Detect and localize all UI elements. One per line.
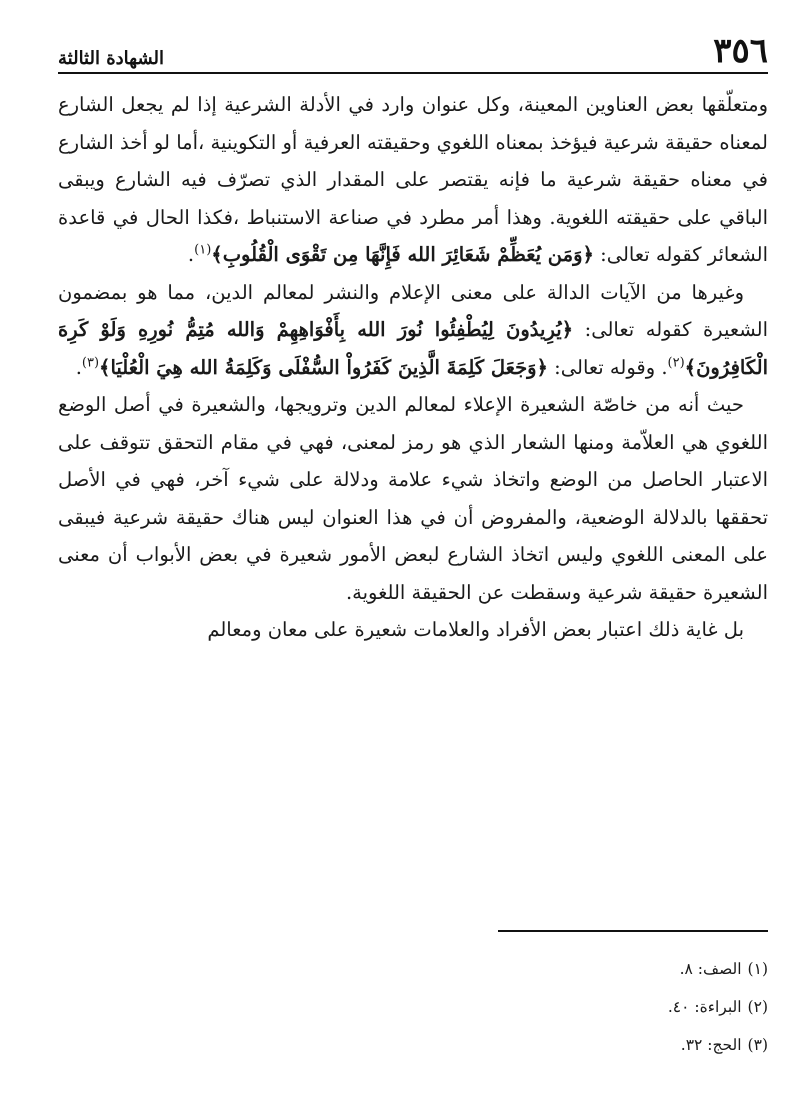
book-page xyxy=(58,22,768,1082)
running-title: الشهادة الثالثة xyxy=(58,48,165,69)
paragraph xyxy=(58,386,768,611)
footnote-text: الصف: ٨. xyxy=(679,960,742,978)
paragraph-text: ومتعلّقها بعض العناوين المعينة، وكل عنوان وارد في الأدلة الشرعية إذا لم يجعل الشارع لمعناه حقيقة شرعية فيؤخذ بمعناه اللغوي وحقيقته العرفية أو التكوينية ،أما لو أخذ الشارع في معناه حقيقة شرعية ما فإنه يقتصر على المقدار الذي تصرّف فيه الشارع ويبقى الباقي على حقيقته اللغوية. وهذا أمر مطرد في صناعة الاستنباط ،فكذا الحال في قاعدة الشعائر كقوله تعالى: xyxy=(58,93,768,266)
quran-verse: ﴿يُرِيدُونَ لِيُطْفِئُوا نُورَ الله بِأَفْوَاهِهِمْ وَالله مُتِمُّ نُورِهِ وَلَوْ كَرِهَ الْكَافِرُونَ﴾ xyxy=(58,318,768,379)
paragraph-text: حيث أنه من خاصّة الشعيرة الإعلاء لمعالم الدين وترويجها، والشعيرة في أصل الوضع اللغوي هي العلاّمة ومنها الشعار الذي هو رمز لمعنى، فهي في مقام التحقق تتوقف على الاعتبار الحاصل من الوضع واتخاذ شيء علامة ودلالة على شيء آخر، فهي في الأصل تحققها بالدلالة الوضعية، والمفروض أن في هذا العنوان ليس هناك حقيقة شرعية فيبقى على المعنى اللغوي وليس اتخاذ الشارع لبعض الأمور شعيرة في بعض الأبواب أن معنى الشعيرة حقيقة شرعية وسقطت عن الحقيقة اللغوية. xyxy=(58,393,768,604)
paragraph-text: . وقوله تعالى: xyxy=(547,355,668,379)
paragraph-text: بل غاية ذلك اعتبار بعض الأفراد والعلامات شعيرة على معان ومعالم xyxy=(207,618,744,641)
footnote-text: البراءة: ٤٠. xyxy=(667,998,742,1016)
footnote-marker: (٢) xyxy=(747,998,768,1016)
footnote-reference: (٣) xyxy=(81,355,100,370)
footnote-reference: (١) xyxy=(194,242,212,258)
footnote-item xyxy=(58,988,768,1026)
footnote-reference: (٢) xyxy=(667,355,685,370)
page-header xyxy=(58,22,768,74)
paragraph-text: وغيرها من الآيات الدالة على معنى الإعلام والنشر لمعالم الدين، مما هو بمضمون الشعيرة كقوله تعالى: xyxy=(58,280,768,341)
footnote-item xyxy=(58,950,768,988)
quran-verse: ﴿وَجَعَلَ كَلِمَةَ الَّذِينَ كَفَرُواْ السُّفْلَى وَكَلِمَةُ الله هِيَ الْعُلْيَا﴾ xyxy=(99,355,548,379)
footnotes xyxy=(58,950,768,1064)
footnote-marker: (٣) xyxy=(747,1036,768,1054)
paragraph-text: . xyxy=(75,355,82,379)
paragraph-text: . xyxy=(187,243,195,266)
footnote-text: الحج: ٣٢. xyxy=(680,1036,742,1054)
footnote-item xyxy=(58,1026,768,1064)
page-number: ٣٥٦ xyxy=(713,31,768,71)
paragraph xyxy=(58,86,768,274)
footnote-divider xyxy=(498,930,768,932)
body-text xyxy=(58,86,768,649)
quran-verse: ﴿وَمَن يُعَظِّمْ شَعَائِرَ الله فَإِنَّهَا مِن تَقْوَى الْقُلُوبِ﴾ xyxy=(211,243,594,266)
paragraph xyxy=(58,611,768,649)
footnote-marker: (١) xyxy=(747,960,768,978)
paragraph xyxy=(58,274,768,387)
